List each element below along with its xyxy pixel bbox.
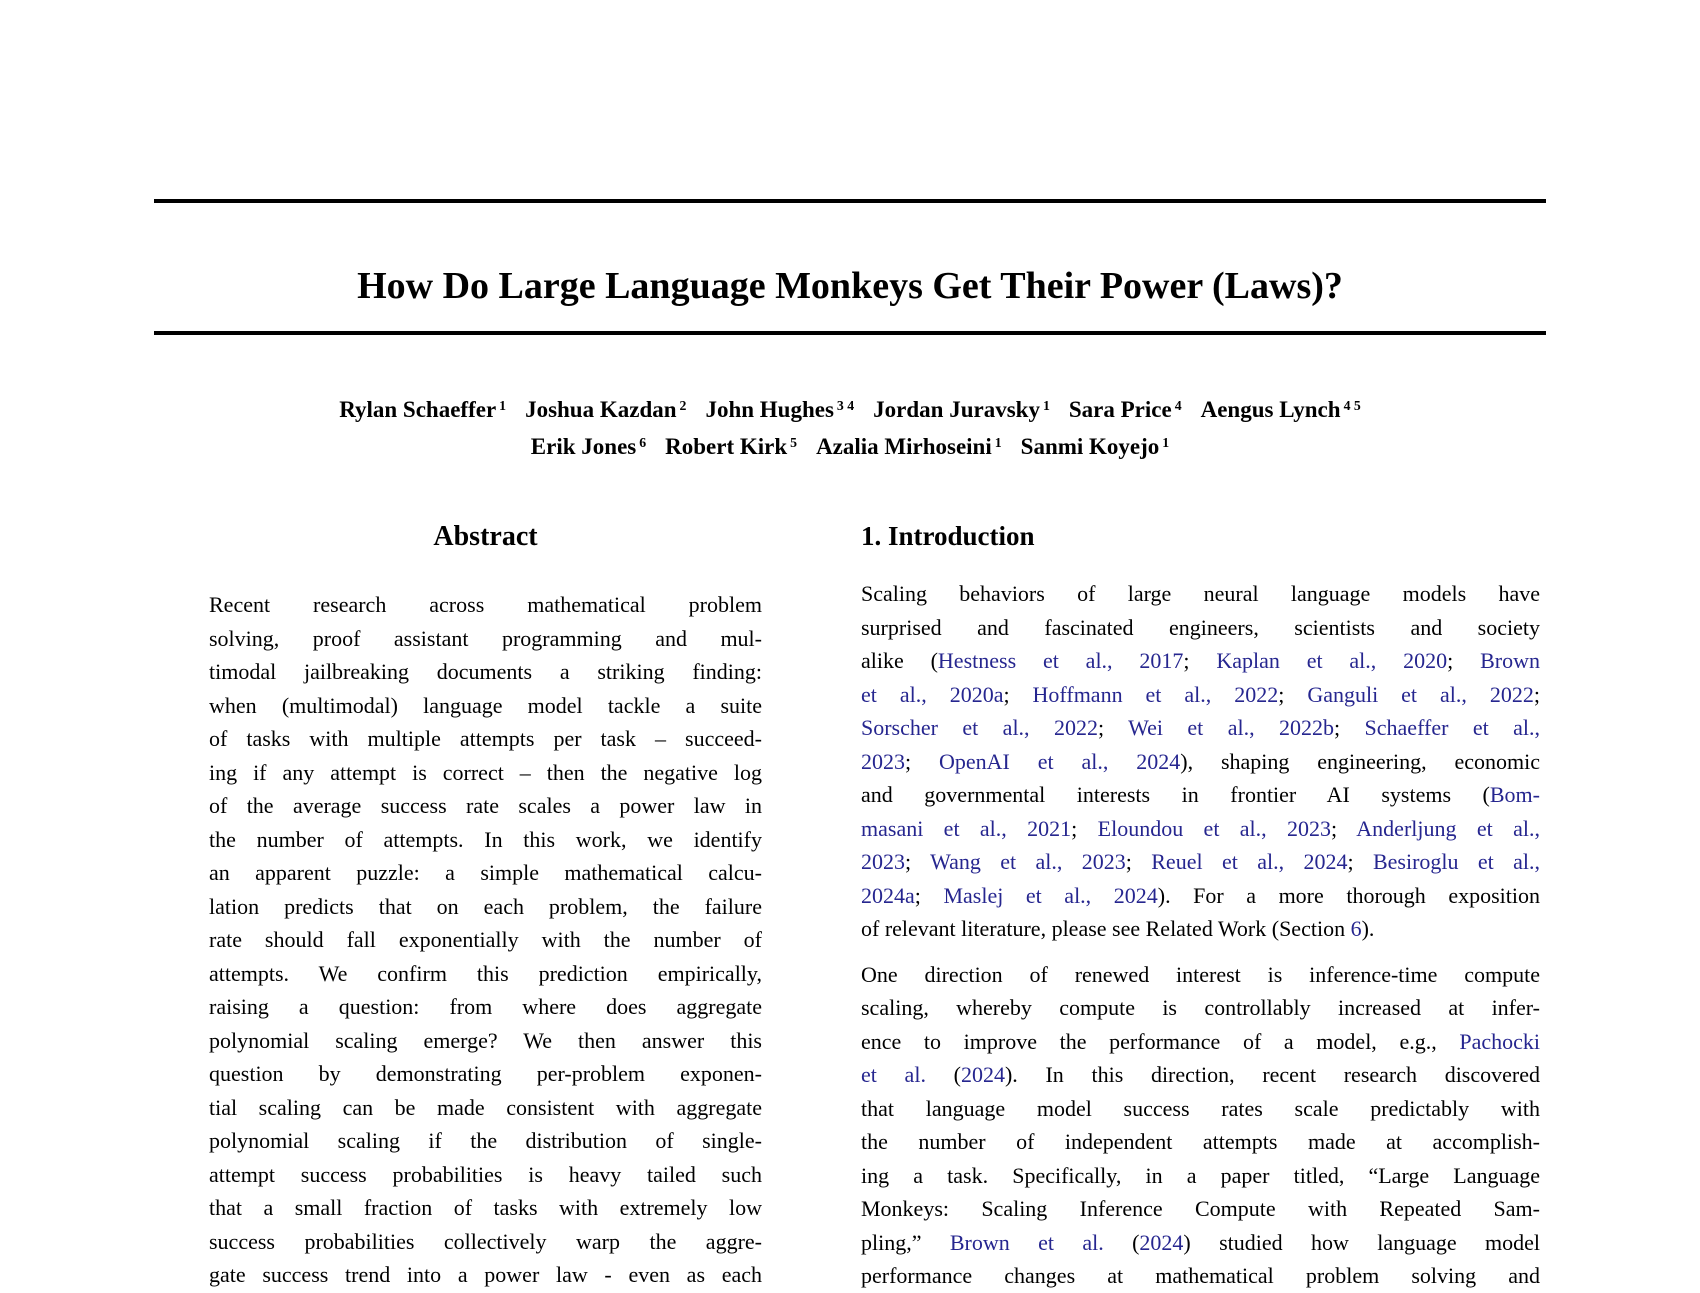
citation-link[interactable]: et al., 2020a — [861, 681, 1004, 707]
text-run: ; — [1347, 849, 1373, 874]
text-line — [861, 958, 1540, 992]
text-run: that language model success rates scale predictably with — [861, 1095, 1540, 1121]
intro-paragraph-2 — [861, 958, 1540, 1293]
text-line — [209, 957, 762, 991]
text-line — [861, 778, 1540, 812]
citation-link[interactable]: 2023 — [861, 748, 905, 774]
text-run: ) studied how language model — [1183, 1229, 1540, 1255]
text-line — [209, 588, 762, 622]
text-run: ( — [1103, 1229, 1140, 1255]
text-run: tial scaling can be made consistent with aggregate — [209, 1094, 762, 1120]
text-line — [209, 890, 762, 924]
text-line — [861, 577, 1540, 611]
text-run: ), shaping engineering, economic — [1180, 748, 1540, 774]
intro-paragraph-1 — [861, 577, 1540, 946]
text-run: polynomial scaling if the distribution of single- — [209, 1128, 762, 1153]
text-line — [209, 722, 762, 756]
citation-link[interactable]: Hestness et al., 2017 — [937, 648, 1184, 673]
text-line — [209, 655, 762, 689]
affiliation-superscript: 6 — [639, 435, 647, 451]
text-line — [209, 789, 762, 823]
text-line — [209, 756, 762, 790]
author-block — [154, 389, 1546, 463]
text-line — [861, 879, 1540, 913]
text-line — [861, 1125, 1540, 1159]
text-run: the number of independent attempts made at accomplish- — [861, 1129, 1540, 1154]
citation-link[interactable]: Bom- — [1489, 782, 1540, 807]
affiliation-superscript: 1 — [1042, 398, 1050, 413]
text-line — [209, 1057, 762, 1091]
citation-link[interactable]: Anderljung et al., — [1356, 815, 1540, 841]
text-run: ). — [1361, 916, 1375, 941]
paper-title: How Do Large Language Monkeys Get Their Power (Laws)? — [357, 265, 1343, 308]
text-run: Recent research across mathematical problem — [209, 592, 762, 617]
text-run: of tasks with multiple attempts per task – succeed- — [209, 726, 762, 751]
text-run: ). In this direction, recent research discovered — [1004, 1062, 1540, 1087]
text-run: ; — [905, 748, 939, 774]
text-line — [861, 1159, 1540, 1193]
text-run: surprised and fascinated engineers, scientists and society — [861, 614, 1540, 640]
text-line — [861, 678, 1540, 712]
text-line — [861, 912, 1540, 946]
text-run: question by demonstrating per-problem exponen- — [209, 1061, 762, 1086]
text-line — [209, 689, 762, 723]
text-run: Azalia Mirhoseini — [816, 434, 992, 460]
affiliation-superscript: 3 4 — [836, 398, 855, 413]
text-run: ence to improve the performance of a model, e.g., — [861, 1028, 1460, 1054]
abstract-heading: Abstract — [433, 521, 538, 552]
citation-link[interactable]: et al. — [861, 1062, 926, 1087]
text-run: ; — [1447, 648, 1481, 673]
introduction-column — [861, 521, 1540, 1293]
text-run: scaling, whereby compute is controllably increased at infer- — [861, 995, 1540, 1020]
text-run: polynomial scaling emerge? We then answer this — [209, 1027, 762, 1053]
text-run: an apparent puzzle: a simple mathematical calcu- — [209, 860, 762, 885]
text-run: Jordan Juravsky — [873, 397, 1040, 423]
text-run: Sanmi Koyejo — [1020, 434, 1160, 460]
text-run: ; — [914, 882, 944, 908]
text-run: ; — [905, 849, 931, 874]
text-run: solving, proof assistant programming and mul- — [209, 625, 762, 651]
text-run: Erik Jones — [530, 434, 637, 460]
text-run: ing if any attempt is correct – then the negative log — [209, 759, 762, 785]
text-run: ; — [1125, 849, 1152, 874]
citation-link[interactable]: OpenAI et al., 2024 — [939, 748, 1181, 774]
text-line — [209, 1225, 762, 1259]
citation-link[interactable]: Ganguli et al., 2022 — [1307, 681, 1534, 707]
text-line — [209, 990, 762, 1024]
text-line — [861, 812, 1540, 846]
text-run: and governmental interests in frontier AI systems ( — [861, 782, 1490, 807]
text-run: raising a question: from where does aggregate — [209, 994, 762, 1019]
text-run: ; — [1533, 681, 1540, 707]
text-run: ; — [1334, 715, 1365, 740]
affiliation-superscript: 1 — [1162, 435, 1170, 451]
text-run: ; — [1183, 648, 1217, 673]
text-line — [861, 845, 1540, 879]
citation-link[interactable]: Besiroglu et al., — [1372, 849, 1541, 874]
text-run: attempts. We confirm this prediction empirically, — [209, 960, 762, 986]
text-line — [861, 1092, 1540, 1126]
text-line — [209, 1158, 762, 1192]
text-run: ; — [1097, 715, 1129, 740]
text-run: ( — [925, 1062, 961, 1087]
text-run: of the average success rate scales a power law in — [209, 793, 762, 818]
abstract-column — [209, 521, 762, 1292]
citation-link[interactable]: Brown — [1480, 648, 1540, 673]
text-line — [209, 1258, 762, 1292]
text-line — [861, 991, 1540, 1025]
text-run: performance changes at mathematical problem solving and — [861, 1263, 1540, 1288]
text-run: ; — [1331, 815, 1357, 841]
text-line — [861, 644, 1540, 678]
author-line-2 — [154, 426, 1546, 463]
text-run: the number of attempts. In this work, we identify — [209, 826, 762, 852]
text-line — [861, 745, 1540, 779]
text-run: Scaling behaviors of large neural language models have — [861, 581, 1540, 606]
text-run: when (multimodal) language model tackle a suite — [209, 692, 762, 718]
author-line-1 — [154, 389, 1546, 426]
citation-link[interactable]: Hoffmann et al., 2022 — [1032, 681, 1279, 707]
text-run: Sara Price — [1068, 397, 1172, 423]
citation-link[interactable]: Pachocki — [1459, 1028, 1540, 1054]
text-run: ing a task. Specifically, in a paper titled, “Large Language — [861, 1162, 1540, 1188]
horizontal-rule-top — [154, 199, 1546, 203]
affiliation-superscript: 2 — [679, 398, 687, 413]
text-line — [861, 711, 1540, 745]
text-line — [209, 1191, 762, 1225]
citation-link[interactable]: 2023 — [861, 849, 905, 874]
text-line — [209, 1124, 762, 1158]
text-run: Rylan Schaeffer — [339, 397, 497, 423]
citation-link[interactable]: Schaeffer et al., — [1364, 715, 1541, 740]
affiliation-superscript: 5 — [790, 435, 798, 451]
text-run: gate success trend into a power law - even as each — [209, 1262, 762, 1287]
text-line — [861, 1226, 1540, 1260]
text-run: of relevant literature, please see Related Work (Section — [861, 916, 1351, 941]
text-run: John Hughes — [705, 397, 834, 423]
affiliation-superscript: 1 — [499, 398, 507, 413]
horizontal-rule-mid — [154, 331, 1546, 335]
text-line — [209, 622, 762, 656]
abstract-text — [209, 588, 762, 1292]
citation-link[interactable]: Kaplan et al., 2020 — [1216, 648, 1448, 673]
affiliation-superscript: 4 5 — [1343, 398, 1361, 413]
text-run: ; — [1071, 815, 1098, 841]
text-run: Monkeys: Scaling Inference Compute with Repeated Sam- — [861, 1196, 1540, 1221]
text-run: Robert Kirk — [665, 434, 788, 460]
text-line — [209, 923, 762, 957]
citation-link[interactable]: 2024 — [1139, 1229, 1184, 1255]
text-run: that a small fraction of tasks with extremely low — [209, 1195, 762, 1220]
section-heading-introduction: 1. Introduction — [861, 521, 1035, 551]
text-line — [209, 823, 762, 857]
citation-link[interactable]: Brown et al. — [949, 1229, 1104, 1255]
text-line — [209, 856, 762, 890]
citation-link[interactable]: Wei et al., 2022b — [1128, 715, 1335, 740]
text-line — [861, 611, 1540, 645]
text-run: Joshua Kazdan — [525, 397, 677, 423]
citation-link[interactable]: 2024 — [960, 1062, 1005, 1087]
text-run: Aengus Lynch — [1200, 397, 1341, 423]
citation-link[interactable]: 2024a — [861, 882, 915, 908]
citation-link[interactable]: Maslej et al., 2024 — [943, 882, 1158, 908]
text-run: attempt success probabilities is heavy tailed such — [209, 1161, 762, 1187]
citation-link[interactable]: masani et al., 2021 — [861, 815, 1072, 841]
text-line — [209, 1091, 762, 1125]
text-line — [861, 1058, 1540, 1092]
text-line — [861, 1259, 1540, 1293]
affiliation-superscript: 4 — [1174, 398, 1182, 413]
citation-link[interactable]: Wang et al., 2023 — [930, 849, 1126, 874]
text-run: One direction of renewed interest is inference-time compute — [861, 961, 1540, 987]
text-run: ; — [1278, 681, 1308, 707]
affiliation-superscript: 1 — [994, 435, 1002, 451]
text-line — [861, 1025, 1540, 1059]
text-run: pling,” — [861, 1229, 950, 1255]
text-run: timodal jailbreaking documents a striking finding: — [209, 659, 762, 684]
text-run: success probabilities collectively warp the aggre- — [209, 1228, 762, 1254]
text-run: lation predicts that on each problem, the failure — [209, 893, 762, 919]
text-run: rate should fall exponentially with the number of — [209, 927, 762, 952]
citation-link[interactable]: Sorscher et al., 2022 — [861, 715, 1098, 740]
citation-link[interactable]: Eloundou et al., 2023 — [1097, 815, 1332, 841]
citation-link[interactable]: 6 — [1350, 916, 1362, 941]
citation-link[interactable]: Reuel et al., 2024 — [1151, 849, 1348, 874]
text-line — [209, 1024, 762, 1058]
text-run: alike ( — [861, 648, 938, 673]
text-run: ). For a more thorough exposition — [1157, 882, 1540, 908]
text-run: ; — [1003, 681, 1033, 707]
text-line — [861, 1192, 1540, 1226]
